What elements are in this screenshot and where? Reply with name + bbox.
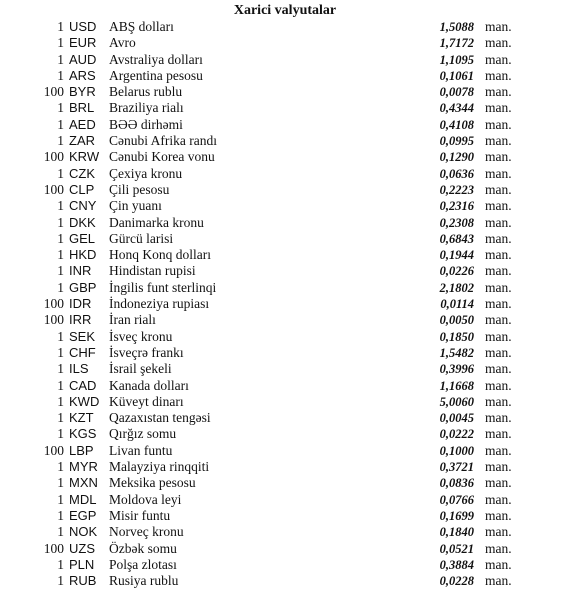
exchange-rate: 0,0226 bbox=[439, 264, 474, 279]
exchange-rate: 1,5088 bbox=[439, 20, 474, 34]
currency-code: CAD bbox=[69, 377, 97, 393]
currency-code: AED bbox=[69, 116, 96, 132]
table-row bbox=[0, 35, 570, 51]
currency-name: Cənubi Afrika randı bbox=[109, 133, 217, 149]
unit-amount: 1 bbox=[57, 524, 64, 540]
currency-name: Norveç kronu bbox=[109, 524, 184, 540]
table-row bbox=[0, 198, 570, 214]
exchange-rate: 1,7172 bbox=[439, 36, 474, 51]
unit-amount: 1 bbox=[57, 459, 64, 475]
table-row bbox=[0, 394, 570, 410]
currency-code: USD bbox=[69, 19, 97, 34]
currency-name: Meksika pesosu bbox=[109, 475, 196, 491]
exchange-rate: 0,0636 bbox=[439, 166, 474, 181]
unit-amount: 1 bbox=[57, 361, 64, 377]
currency-name: Honq Konq dolları bbox=[109, 247, 211, 263]
currency-code: MYR bbox=[69, 459, 98, 475]
table-row bbox=[0, 410, 570, 426]
currency-code: KWD bbox=[69, 393, 100, 409]
currency-code: RUB bbox=[69, 573, 97, 589]
table-row bbox=[0, 459, 570, 475]
page-title: Xarici valyutalar bbox=[233, 3, 337, 18]
currency-name: Argentina pesosu bbox=[109, 67, 203, 83]
exchange-rate: 5,0060 bbox=[439, 394, 474, 409]
currency-unit-label: man. bbox=[485, 247, 512, 263]
exchange-rate: 0,0766 bbox=[439, 492, 474, 507]
currency-name: Avstraliya dolları bbox=[109, 51, 203, 67]
currency-name: ABŞ dolları bbox=[109, 19, 174, 34]
currency-code: EUR bbox=[69, 35, 97, 51]
currency-unit-label: man. bbox=[485, 51, 512, 67]
currency-unit-label: man. bbox=[485, 67, 512, 83]
currency-unit-label: man. bbox=[485, 35, 512, 51]
exchange-rate: 0,3884 bbox=[439, 557, 474, 572]
currency-code: CLP bbox=[69, 181, 95, 197]
currency-name: İran rialı bbox=[109, 312, 156, 328]
currency-unit-label: man. bbox=[485, 133, 512, 149]
exchange-rate: 0,6843 bbox=[439, 231, 474, 246]
table-row bbox=[0, 573, 570, 589]
currency-name: İsveç kronu bbox=[109, 328, 173, 344]
currency-name: İndoneziya rupiası bbox=[109, 296, 210, 312]
currency-unit-label: man. bbox=[485, 573, 512, 589]
currency-code: GEL bbox=[69, 230, 96, 246]
currency-unit-label: man. bbox=[485, 459, 512, 475]
currency-unit-label: man. bbox=[485, 442, 512, 458]
unit-amount: 1 bbox=[57, 426, 64, 442]
unit-amount: 1 bbox=[57, 116, 64, 132]
table-row bbox=[0, 426, 570, 442]
unit-amount: 1 bbox=[57, 35, 64, 51]
exchange-rate: 0,0078 bbox=[439, 85, 474, 100]
exchange-rate: 0,1699 bbox=[439, 508, 474, 523]
currency-unit-label: man. bbox=[485, 279, 512, 295]
currency-name: Rusiya rublu bbox=[109, 573, 179, 589]
currency-code: INR bbox=[69, 263, 92, 279]
exchange-rate: 0,0836 bbox=[439, 476, 474, 491]
currency-code: CNY bbox=[69, 198, 97, 214]
currency-unit-label: man. bbox=[485, 84, 512, 100]
unit-amount: 1 bbox=[57, 344, 64, 360]
currency-name: Moldova leyi bbox=[109, 491, 182, 507]
table-row bbox=[0, 68, 570, 84]
exchange-rate: 0,1290 bbox=[439, 150, 474, 165]
currency-code: LBP bbox=[69, 442, 94, 458]
unit-amount: 1 bbox=[57, 377, 64, 393]
currency-code: HKD bbox=[69, 247, 97, 263]
exchange-rate: 0,1061 bbox=[439, 68, 474, 83]
table-row bbox=[0, 557, 570, 573]
currency-name: İngilis funt sterlinqi bbox=[109, 279, 217, 295]
currency-name: Qazaxıstan tengəsi bbox=[109, 410, 211, 426]
table-row bbox=[0, 149, 570, 165]
table-row bbox=[0, 263, 570, 279]
currency-name: Küveyt dinarı bbox=[109, 393, 184, 409]
table-row bbox=[0, 84, 570, 100]
exchange-rate: 0,1850 bbox=[439, 329, 474, 344]
table-row bbox=[0, 492, 570, 508]
table-row bbox=[0, 296, 570, 312]
exchange-rate: 1,1095 bbox=[439, 52, 474, 67]
currency-unit-label: man. bbox=[485, 491, 512, 507]
currency-code: KRW bbox=[69, 149, 100, 165]
unit-amount: 1 bbox=[57, 573, 64, 589]
table-row bbox=[0, 541, 570, 557]
currency-code: CZK bbox=[69, 165, 95, 181]
currency-code: CHF bbox=[69, 344, 96, 360]
currency-name: Gürcü larisi bbox=[109, 230, 174, 246]
currency-name: Hindistan rupisi bbox=[109, 263, 196, 279]
currency-code: GBP bbox=[69, 279, 97, 295]
table-row bbox=[0, 329, 570, 345]
unit-amount: 1 bbox=[57, 51, 64, 67]
table-row bbox=[0, 475, 570, 491]
exchange-rate: 0,0050 bbox=[439, 313, 474, 328]
currency-name: Qırğız somu bbox=[109, 426, 177, 442]
currency-unit-label: man. bbox=[485, 19, 512, 34]
currency-code: ZAR bbox=[69, 133, 95, 149]
exchange-rate: 0,1840 bbox=[439, 525, 474, 540]
currency-name: Çili pesosu bbox=[109, 181, 170, 197]
unit-amount: 1 bbox=[57, 393, 64, 409]
currency-unit-label: man. bbox=[485, 540, 512, 556]
currency-name: Belarus rublu bbox=[109, 84, 183, 100]
currency-code: KGS bbox=[69, 426, 97, 442]
table-row bbox=[0, 19, 570, 35]
currency-unit-label: man. bbox=[485, 377, 512, 393]
table-row bbox=[0, 215, 570, 231]
currency-name: Braziliya rialı bbox=[109, 100, 184, 116]
unit-amount: 100 bbox=[43, 442, 64, 458]
currency-code: AUD bbox=[69, 51, 97, 67]
currency-unit-label: man. bbox=[485, 475, 512, 491]
currency-unit-label: man. bbox=[485, 149, 512, 165]
exchange-rate: 0,1000 bbox=[439, 443, 474, 458]
exchange-rate: 1,1668 bbox=[439, 378, 474, 393]
table-row bbox=[0, 524, 570, 540]
exchange-rate: 0,3721 bbox=[439, 460, 474, 475]
currency-name: Özbək somu bbox=[109, 540, 177, 556]
currency-name: İsveçrə frankı bbox=[109, 344, 184, 360]
currency-name: Çexiya kronu bbox=[109, 165, 183, 181]
currency-name: Cənubi Korea vonu bbox=[109, 149, 215, 165]
table-row bbox=[0, 100, 570, 116]
table-row bbox=[0, 361, 570, 377]
currency-unit-label: man. bbox=[485, 181, 512, 197]
exchange-rate: 0,1944 bbox=[439, 248, 474, 263]
currency-name: Livan funtu bbox=[109, 442, 173, 458]
currency-name: Misir funtu bbox=[109, 507, 171, 523]
unit-amount: 100 bbox=[43, 181, 64, 197]
currency-unit-label: man. bbox=[485, 410, 512, 426]
currency-code: NOK bbox=[69, 524, 98, 540]
unit-amount: 1 bbox=[57, 263, 64, 279]
exchange-rate: 2,1802 bbox=[439, 280, 474, 295]
currency-code: PLN bbox=[69, 556, 95, 572]
exchange-rate: 0,3996 bbox=[439, 362, 474, 377]
unit-amount: 100 bbox=[43, 149, 64, 165]
table-row bbox=[0, 117, 570, 133]
exchange-rate: 0,0045 bbox=[439, 411, 474, 426]
unit-amount: 1 bbox=[57, 475, 64, 491]
currency-name: Danimarka kronu bbox=[109, 214, 204, 230]
unit-amount: 100 bbox=[43, 296, 64, 312]
exchange-rate: 0,2308 bbox=[439, 215, 474, 230]
unit-amount: 1 bbox=[57, 328, 64, 344]
unit-amount: 100 bbox=[43, 540, 64, 556]
currency-unit-label: man. bbox=[485, 165, 512, 181]
exchange-rate: 0,0222 bbox=[439, 427, 474, 442]
currency-code: KZT bbox=[69, 410, 94, 426]
exchange-rate: 0,2316 bbox=[439, 199, 474, 214]
table-row bbox=[0, 52, 570, 68]
unit-amount: 1 bbox=[57, 198, 64, 214]
unit-amount: 1 bbox=[57, 410, 64, 426]
table-row bbox=[0, 231, 570, 247]
unit-amount: 1 bbox=[57, 100, 64, 116]
unit-amount: 1 bbox=[57, 507, 64, 523]
currency-code: DKK bbox=[69, 214, 96, 230]
table-row bbox=[0, 247, 570, 263]
currency-unit-label: man. bbox=[485, 426, 512, 442]
unit-amount: 1 bbox=[57, 165, 64, 181]
currency-code: IDR bbox=[69, 296, 92, 312]
currency-unit-label: man. bbox=[485, 198, 512, 214]
exchange-rate: 0,0228 bbox=[439, 574, 474, 589]
unit-amount: 100 bbox=[43, 84, 64, 100]
currency-code: EGP bbox=[69, 507, 97, 523]
currency-name: İsrail şekeli bbox=[109, 361, 172, 377]
currency-name: Avro bbox=[109, 35, 136, 51]
currency-code: IRR bbox=[69, 312, 92, 328]
currency-unit-label: man. bbox=[485, 263, 512, 279]
currency-name: BƏƏ dirhəmi bbox=[109, 116, 183, 132]
currency-unit-label: man. bbox=[485, 328, 512, 344]
exchange-rate: 0,4108 bbox=[439, 117, 474, 132]
unit-amount: 1 bbox=[57, 67, 64, 83]
table-row bbox=[0, 182, 570, 198]
table-row bbox=[0, 378, 570, 394]
exchange-rate: 0,4344 bbox=[439, 101, 474, 116]
currency-unit-label: man. bbox=[485, 344, 512, 360]
currency-name: Kanada dolları bbox=[109, 377, 189, 393]
exchange-rate: 1,5482 bbox=[439, 345, 474, 360]
table-row bbox=[0, 312, 570, 328]
table-row bbox=[0, 133, 570, 149]
table-row bbox=[0, 280, 570, 296]
currency-unit-label: man. bbox=[485, 507, 512, 523]
unit-amount: 1 bbox=[57, 279, 64, 295]
currency-name: Polşa zlotası bbox=[109, 556, 177, 572]
currency-name: Malayziya rinqqiti bbox=[109, 459, 210, 475]
currency-unit-label: man. bbox=[485, 393, 512, 409]
unit-amount: 1 bbox=[57, 247, 64, 263]
unit-amount: 1 bbox=[57, 230, 64, 246]
currency-name: Çin yuanı bbox=[109, 198, 162, 214]
currency-unit-label: man. bbox=[485, 100, 512, 116]
currency-unit-label: man. bbox=[485, 524, 512, 540]
currency-unit-label: man. bbox=[485, 214, 512, 230]
exchange-rate: 0,0521 bbox=[439, 541, 474, 556]
unit-amount: 100 bbox=[43, 312, 64, 328]
unit-amount: 1 bbox=[57, 214, 64, 230]
currency-code: ARS bbox=[69, 67, 96, 83]
currency-code: MDL bbox=[69, 491, 97, 507]
exchange-rate-table bbox=[0, 19, 570, 589]
unit-amount: 1 bbox=[57, 133, 64, 149]
unit-amount: 1 bbox=[57, 19, 64, 34]
exchange-rate: 0,0995 bbox=[439, 134, 474, 149]
currency-code: BYR bbox=[69, 84, 96, 100]
unit-amount: 1 bbox=[57, 491, 64, 507]
table-row bbox=[0, 166, 570, 182]
unit-amount: 1 bbox=[57, 556, 64, 572]
table-row bbox=[0, 345, 570, 361]
currency-unit-label: man. bbox=[485, 361, 512, 377]
exchange-rate: 0,0114 bbox=[440, 297, 474, 312]
currency-unit-label: man. bbox=[485, 312, 512, 328]
table-row bbox=[0, 508, 570, 524]
table-row bbox=[0, 443, 570, 459]
currency-unit-label: man. bbox=[485, 556, 512, 572]
currency-code: ILS bbox=[69, 361, 89, 377]
currency-code: BRL bbox=[69, 100, 95, 116]
currency-unit-label: man. bbox=[485, 230, 512, 246]
currency-unit-label: man. bbox=[485, 116, 512, 132]
currency-code: MXN bbox=[69, 475, 98, 491]
exchange-rate: 0,2223 bbox=[439, 182, 474, 197]
currency-code: UZS bbox=[69, 540, 95, 556]
currency-unit-label: man. bbox=[485, 296, 512, 312]
currency-code: SEK bbox=[69, 328, 96, 344]
